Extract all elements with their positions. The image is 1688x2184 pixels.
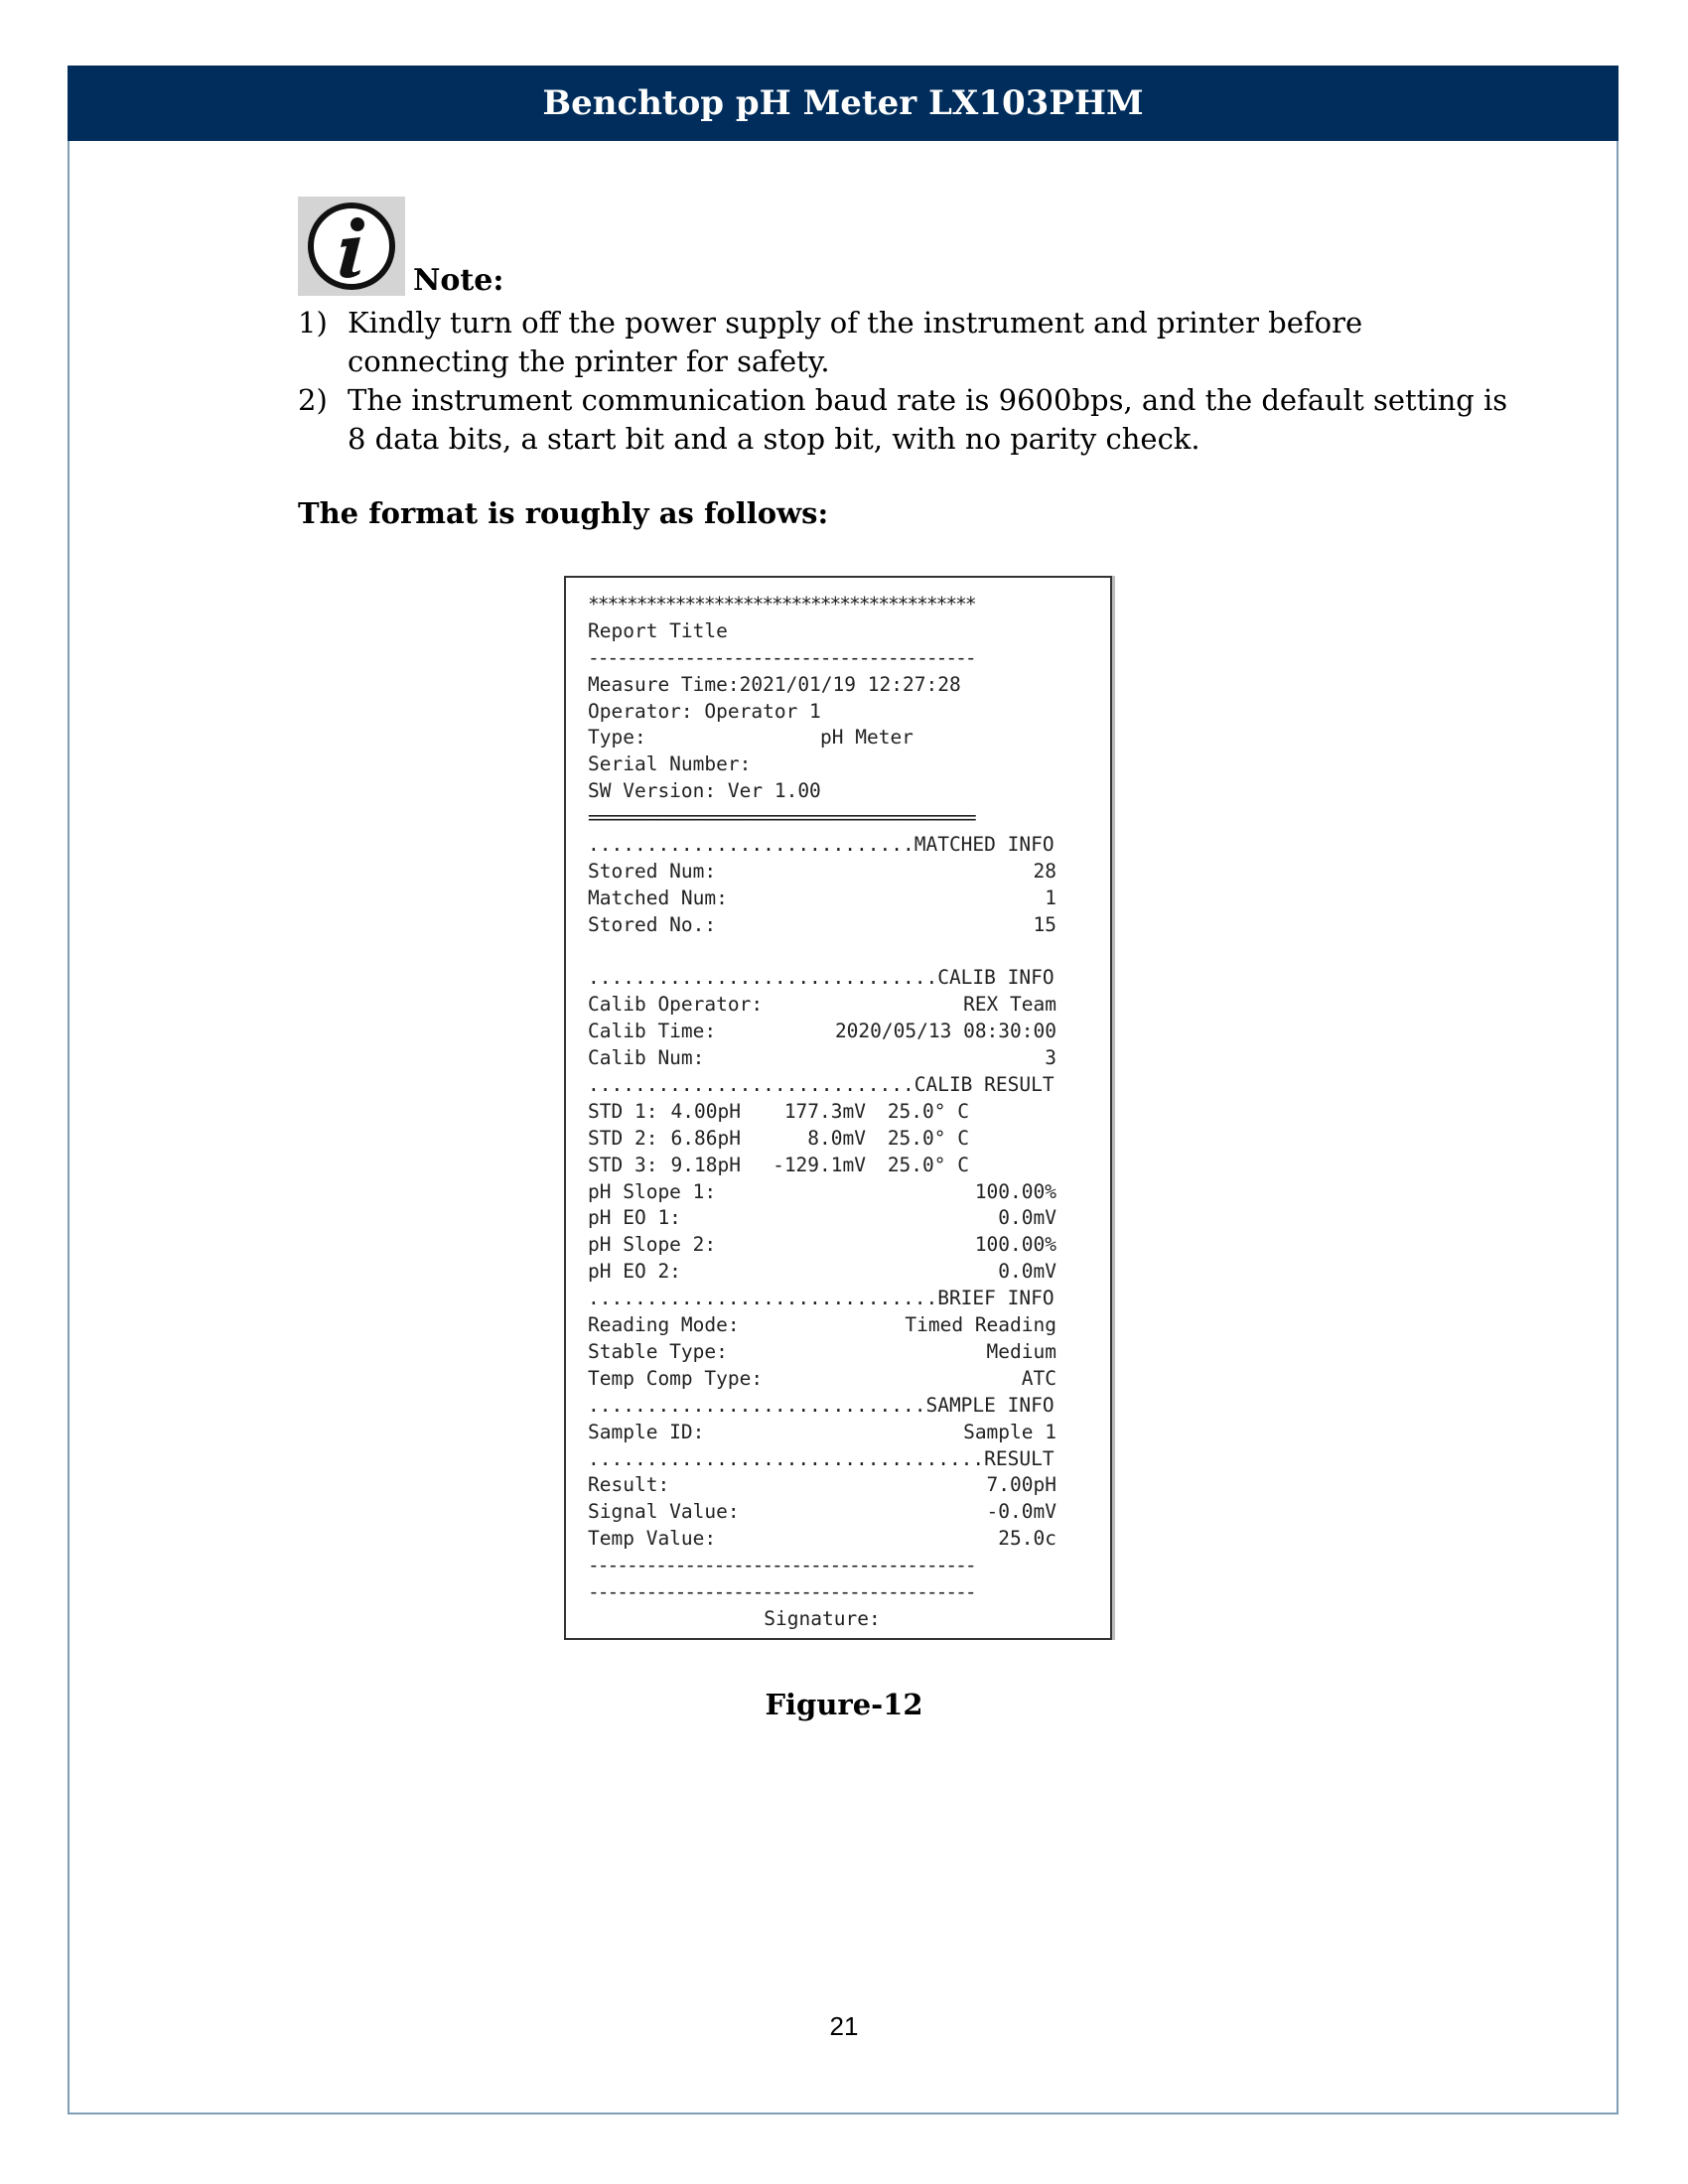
note-item-number: 2) <box>298 383 328 417</box>
row-label: Temp Value: <box>588 1527 717 1551</box>
row-label: Calib Num: <box>588 1046 705 1070</box>
row-value: 100.00% <box>974 1233 1056 1257</box>
receipt-title-text: Report Title <box>588 618 728 642</box>
receipt-row <box>588 1339 1056 1366</box>
receipt-stars: **************************************** <box>588 593 975 615</box>
page-header <box>68 66 1618 141</box>
receipt-row <box>588 1420 1056 1446</box>
row-value: Timed Reading <box>905 1313 1056 1337</box>
brief-info-header: ..............................BRIEF INFO <box>588 1287 1055 1310</box>
row-label: Reading Mode: <box>588 1313 740 1337</box>
printout-figure <box>564 576 1112 1640</box>
row-value: 7.00pH <box>986 1473 1056 1497</box>
receipt-row <box>588 1499 1056 1526</box>
note-list <box>298 304 1509 459</box>
std-label: STD 3: <box>588 1153 658 1176</box>
std-row <box>588 1153 1056 1179</box>
sw-version-text: SW Version: Ver 1.00 <box>588 779 821 803</box>
receipt-dash-rule: ---------------------------------------- <box>588 1579 975 1603</box>
receipt-row <box>588 992 1056 1019</box>
header-title: Benchtop pH Meter LX103PHM <box>542 83 1144 123</box>
std-label: STD 2: <box>588 1126 658 1150</box>
receipt-title <box>588 618 1056 645</box>
figure-caption: Figure-12 <box>765 1688 923 1721</box>
receipt-row <box>588 1312 1056 1339</box>
row-value: 100.00% <box>974 1179 1056 1203</box>
row-value: Medium <box>986 1339 1056 1363</box>
std-ph: 9.18pH <box>670 1153 741 1176</box>
row-value: REX Team <box>963 993 1056 1017</box>
receipt-row <box>588 1205 1056 1232</box>
note-item-text: Kindly turn off the power supply of the instrument and printer before connecting the printer for safety. <box>348 306 1363 378</box>
row-label: Stored Num: <box>588 859 717 883</box>
measure-time-text: Measure Time:2021/01/19 12:27:28 <box>588 672 961 696</box>
receipt-row <box>588 1232 1056 1259</box>
row-value: 0.0mV <box>998 1260 1056 1284</box>
receipt-row <box>588 1019 1056 1045</box>
receipt-blank <box>588 939 1056 966</box>
receipt-row <box>588 859 1056 886</box>
page-number: 21 <box>829 2011 859 2041</box>
receipt-row <box>588 1179 1056 1206</box>
row-value: 0.0mV <box>998 1206 1056 1230</box>
receipt-dash-rule: ---------------------------------------- <box>588 1554 975 1577</box>
row-value: -0.0mV <box>986 1500 1056 1524</box>
row-value: 1 <box>1045 886 1056 909</box>
note-item-text: The instrument communication baud rate is 9600bps, and the default setting is 8 data bits, a start bit and a stop bit, with no parity check. <box>348 383 1508 456</box>
row-value: 2020/05/13 08:30:00 <box>834 1020 1056 1043</box>
type-label: Type: <box>588 726 646 750</box>
row-value: 25.0c <box>998 1527 1056 1551</box>
row-label: pH Slope 1: <box>588 1179 717 1203</box>
format-heading: The format is roughly as follows: <box>298 496 829 530</box>
row-value: ATC <box>1021 1366 1056 1390</box>
std-temp: 25.0° C <box>887 1099 969 1123</box>
note-item-number: 1) <box>298 306 328 340</box>
receipt-operator <box>588 699 1056 726</box>
result-header: ..................................RESULT <box>588 1446 1055 1470</box>
receipt-sw-version <box>588 778 1056 805</box>
row-label: Matched Num: <box>588 886 728 909</box>
receipt-row <box>588 912 1056 939</box>
receipt-dash-rule: ---------------------------------------- <box>588 645 975 669</box>
row-label: Stored No.: <box>588 912 717 936</box>
note-item <box>298 381 1509 459</box>
note-heading <box>298 197 503 296</box>
std-temp: 25.0° C <box>887 1153 969 1176</box>
row-label: pH EO 2: <box>588 1260 681 1284</box>
receipt-row <box>588 886 1056 912</box>
note-label: Note: <box>413 263 504 298</box>
type-value: pH Meter <box>820 726 914 750</box>
std-ph: 4.00pH <box>670 1099 741 1123</box>
row-label: pH Slope 2: <box>588 1233 717 1257</box>
note-item <box>298 304 1509 381</box>
receipt-row <box>588 1472 1056 1499</box>
std-mv: 8.0mV <box>807 1126 866 1150</box>
std-row <box>588 1126 1056 1153</box>
row-label: Calib Time: <box>588 1020 717 1043</box>
sample-info-header: .............................SAMPLE INFO <box>588 1393 1055 1417</box>
std-ph: 6.86pH <box>670 1126 741 1150</box>
row-label: Signal Value: <box>588 1500 740 1524</box>
calib-info-header: ..............................CALIB INFO <box>588 966 1055 990</box>
calib-result-header: ............................CALIB RESULT <box>588 1073 1055 1097</box>
row-label: Calib Operator: <box>588 993 764 1017</box>
receipt-type <box>588 725 1056 751</box>
row-value: Sample 1 <box>963 1420 1056 1443</box>
matched-info-header: ............................MATCHED INFO <box>588 833 1055 857</box>
row-label: Temp Comp Type: <box>588 1366 764 1390</box>
row-label: pH EO 1: <box>588 1206 681 1230</box>
info-icon <box>298 197 405 296</box>
receipt-row <box>588 1259 1056 1286</box>
std-label: STD 1: <box>588 1099 658 1123</box>
row-label: Result: <box>588 1473 670 1497</box>
std-mv: -129.1mV <box>773 1153 866 1176</box>
serial-text: Serial Number: <box>588 752 752 776</box>
std-row <box>588 1099 1056 1126</box>
receipt-serial <box>588 751 1056 778</box>
signature-text: Signature: <box>764 1606 881 1630</box>
row-value: 3 <box>1045 1046 1056 1070</box>
receipt-signature <box>588 1606 1056 1633</box>
operator-text: Operator: Operator 1 <box>588 699 821 723</box>
row-label: Sample ID: <box>588 1420 705 1443</box>
receipt-equals-rule: ======================================== <box>588 806 975 830</box>
receipt-measure-time <box>588 672 1056 699</box>
receipt-row <box>588 1526 1056 1553</box>
row-value: 28 <box>1033 859 1056 883</box>
receipt-row <box>588 1045 1056 1072</box>
std-temp: 25.0° C <box>887 1126 969 1150</box>
receipt-row <box>588 1366 1056 1393</box>
std-mv: 177.3mV <box>783 1099 866 1123</box>
row-label: Stable Type: <box>588 1339 728 1363</box>
row-value: 15 <box>1033 912 1056 936</box>
